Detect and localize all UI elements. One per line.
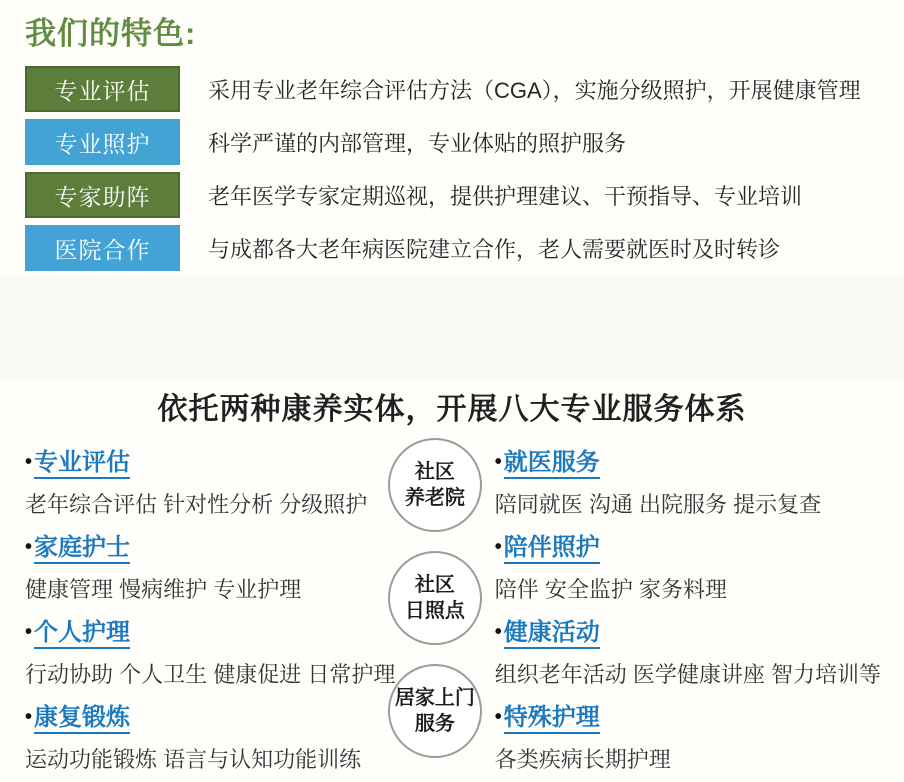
feature-badge: 专业评估 <box>25 66 180 112</box>
feature-badge: 医院合作 <box>25 225 180 271</box>
feature-badge: 专业照护 <box>25 119 180 165</box>
feature-desc: 老年医学专家定期巡视，提供护理建议、干预指导、专业培训 <box>208 183 803 209</box>
bullet-icon: • <box>494 451 502 473</box>
service-desc: 健康管理 慢病维护 专业护理 <box>25 577 302 602</box>
hub-circle-label: 养老院 <box>404 487 465 509</box>
service-link-medical-escort[interactable]: 就医服务 <box>504 449 600 479</box>
service-link-special-nursing[interactable]: 特殊护理 <box>504 704 600 734</box>
hub-circle-community-daycare <box>388 551 482 645</box>
hub-circle-label: 居家上门 <box>394 687 475 709</box>
feature-row <box>25 225 885 271</box>
service-desc: 组织老年活动 医学健康讲座 智力培训等 <box>494 662 881 687</box>
service-title <box>25 702 377 733</box>
services-hub-column <box>377 438 493 782</box>
services-right-column <box>493 438 881 782</box>
service-title <box>495 532 881 563</box>
service-item <box>25 617 396 689</box>
service-link-health-activities[interactable]: 健康活动 <box>504 619 600 649</box>
hub-circle-community-nursing-home <box>388 438 482 532</box>
service-link-professional-assessment[interactable]: 专业评估 <box>34 449 130 479</box>
service-desc: 行动协助 个人卫生 健康促进 日常护理 <box>25 662 396 687</box>
background-band <box>0 276 904 380</box>
bullet-icon: • <box>25 706 33 728</box>
features-title: 我们的特色: <box>25 16 197 51</box>
service-item <box>495 447 881 519</box>
service-link-personal-care[interactable]: 个人护理 <box>34 619 130 649</box>
service-title <box>495 447 881 478</box>
hub-circle-label: 社区 <box>414 461 455 483</box>
service-desc: 陪伴 安全监护 家务料理 <box>494 577 727 602</box>
feature-badge: 专家助阵 <box>25 172 180 218</box>
services-left-column <box>25 438 396 782</box>
hub-circle-label: 社区 <box>414 574 455 596</box>
service-item <box>25 447 377 519</box>
bullet-icon: • <box>25 536 33 558</box>
service-link-family-nurse[interactable]: 家庭护士 <box>34 534 130 564</box>
service-title <box>25 447 377 478</box>
bullet-icon: • <box>25 621 33 643</box>
service-title <box>495 702 881 733</box>
features-section <box>25 8 885 278</box>
service-item <box>495 702 881 774</box>
bullet-icon: • <box>494 621 502 643</box>
service-item <box>25 702 377 774</box>
service-item <box>495 617 881 689</box>
bullet-icon: • <box>25 451 33 473</box>
services-title: 依托两种康养实体，开展八大专业服务体系 <box>157 393 747 426</box>
service-desc: 各类疾病长期护理 <box>494 747 671 772</box>
hub-circle-home-visit <box>388 664 482 758</box>
bullet-icon: • <box>494 706 502 728</box>
hub-circle-label: 日照点 <box>404 600 465 622</box>
service-title <box>25 617 377 648</box>
service-item <box>25 532 377 604</box>
feature-row <box>25 119 885 165</box>
bullet-icon: • <box>494 536 502 558</box>
feature-row <box>25 172 885 218</box>
service-title <box>25 532 377 563</box>
feature-desc: 科学严谨的内部管理，专业体贴的照护服务 <box>208 130 627 156</box>
services-grid <box>25 438 881 782</box>
service-desc: 陪同就医 沟通 出院服务 提示复查 <box>494 492 822 517</box>
service-desc: 老年综合评估 针对性分析 分级照护 <box>25 492 368 517</box>
feature-desc: 采用专业老年综合评估方法（CGA），实施分级照护，开展健康管理 <box>208 77 861 103</box>
service-title <box>495 617 881 648</box>
service-item <box>495 532 881 604</box>
feature-desc: 与成都各大老年病医院建立合作，老人需要就医时及时转诊 <box>208 236 781 262</box>
hub-circle-label: 服务 <box>414 713 455 735</box>
service-desc: 运动功能锻炼 语言与认知功能训练 <box>25 747 362 772</box>
service-link-rehab-exercise[interactable]: 康复锻炼 <box>34 704 130 734</box>
service-link-companion-care[interactable]: 陪伴照护 <box>504 534 600 564</box>
feature-row <box>25 66 885 112</box>
